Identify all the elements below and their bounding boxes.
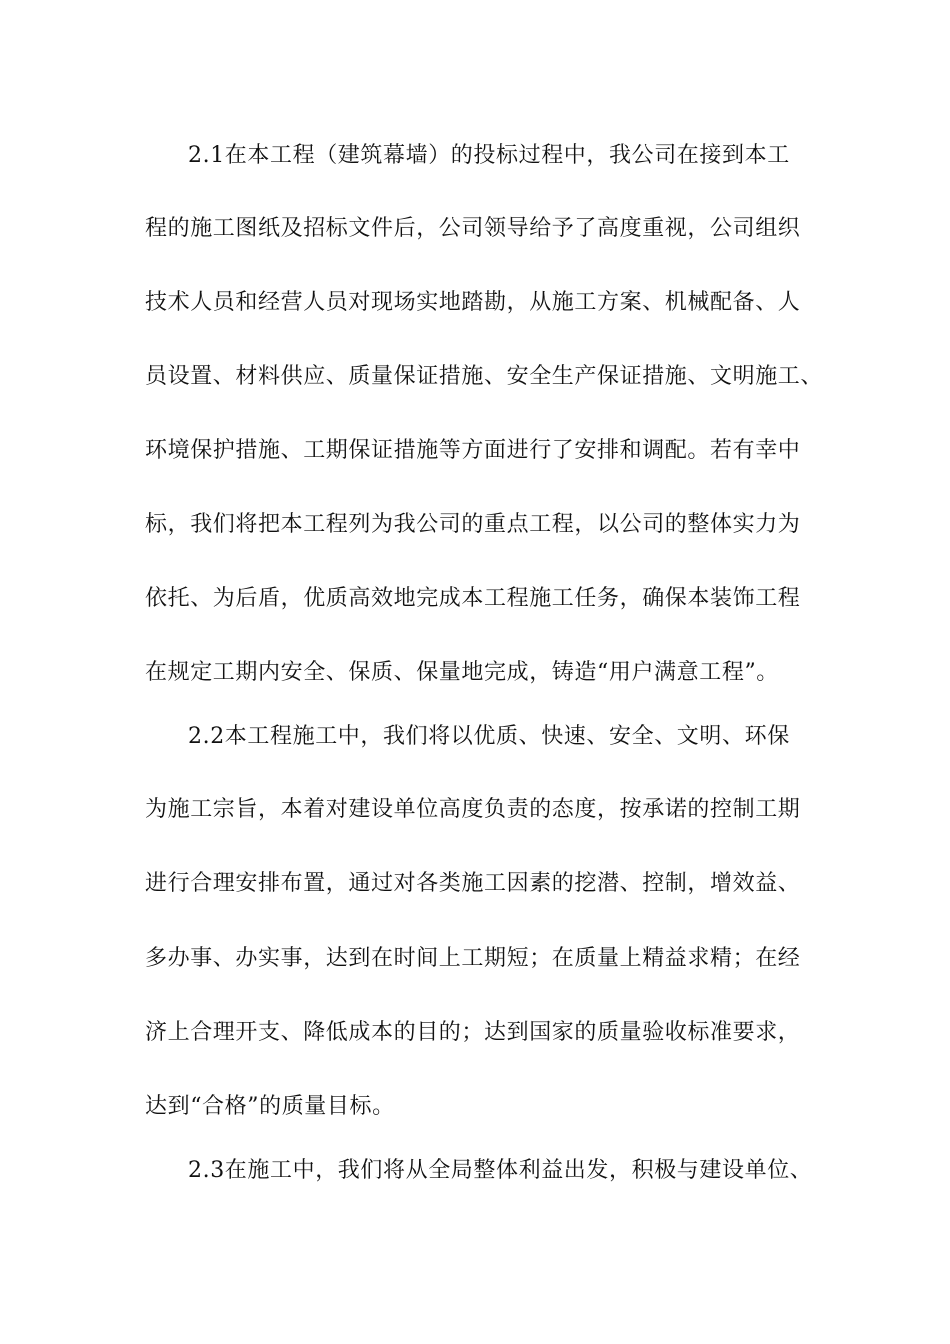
paragraph-2-1-line-4: 员设置、材料供应、质量保证措施、安全生产保证措施、文明施工、: [145, 364, 824, 389]
paragraph-2-2-line-1: 2.2本工程施工中，我们将以优质、快速、安全、文明、环保: [188, 724, 790, 749]
paragraph-2-2-line-4: 多办事、办实事，达到在时间上工期短；在质量上精益求精；在经: [145, 946, 801, 971]
paragraph-2-1-line-5: 环境保护措施、工期保证措施等方面进行了安排和调配。若有幸中: [145, 438, 801, 463]
paragraph-2-3-line-1: 2.3在施工中，我们将从全局整体利益出发，积极与建设单位、: [188, 1158, 813, 1183]
paragraph-2-2-line-3: 进行合理安排布置，通过对各类施工因素的挖潜、控制，增效益、: [145, 871, 801, 896]
paragraph-2-2-line-2: 为施工宗旨，本着对建设单位高度负责的态度，按承诺的控制工期: [145, 797, 801, 822]
paragraph-2-1-line-1: 2.1在本工程（建筑幕墙）的投标过程中，我公司在接到本工: [188, 143, 790, 168]
paragraph-2-1-line-3: 技术人员和经营人员对现场实地踏勘，从施工方案、机械配备、人: [145, 290, 801, 315]
paragraph-2-1-line-8: 在规定工期内安全、保质、保量地完成，铸造“用户满意工程”。: [145, 660, 779, 685]
paragraph-2-2-line-6: 达到“合格”的质量目标。: [145, 1094, 395, 1119]
paragraph-2-1-line-2: 程的施工图纸及招标文件后，公司领导给予了高度重视，公司组织: [145, 216, 801, 241]
paragraph-2-1-line-6: 标，我们将把本工程列为我公司的重点工程，以公司的整体实力为: [145, 512, 801, 537]
paragraph-2-2-line-5: 济上合理开支、降低成本的目的；达到国家的质量验收标准要求，: [145, 1020, 801, 1045]
paragraph-2-1-line-7: 依托、为后盾，优质高效地完成本工程施工任务，确保本装饰工程: [145, 586, 801, 611]
